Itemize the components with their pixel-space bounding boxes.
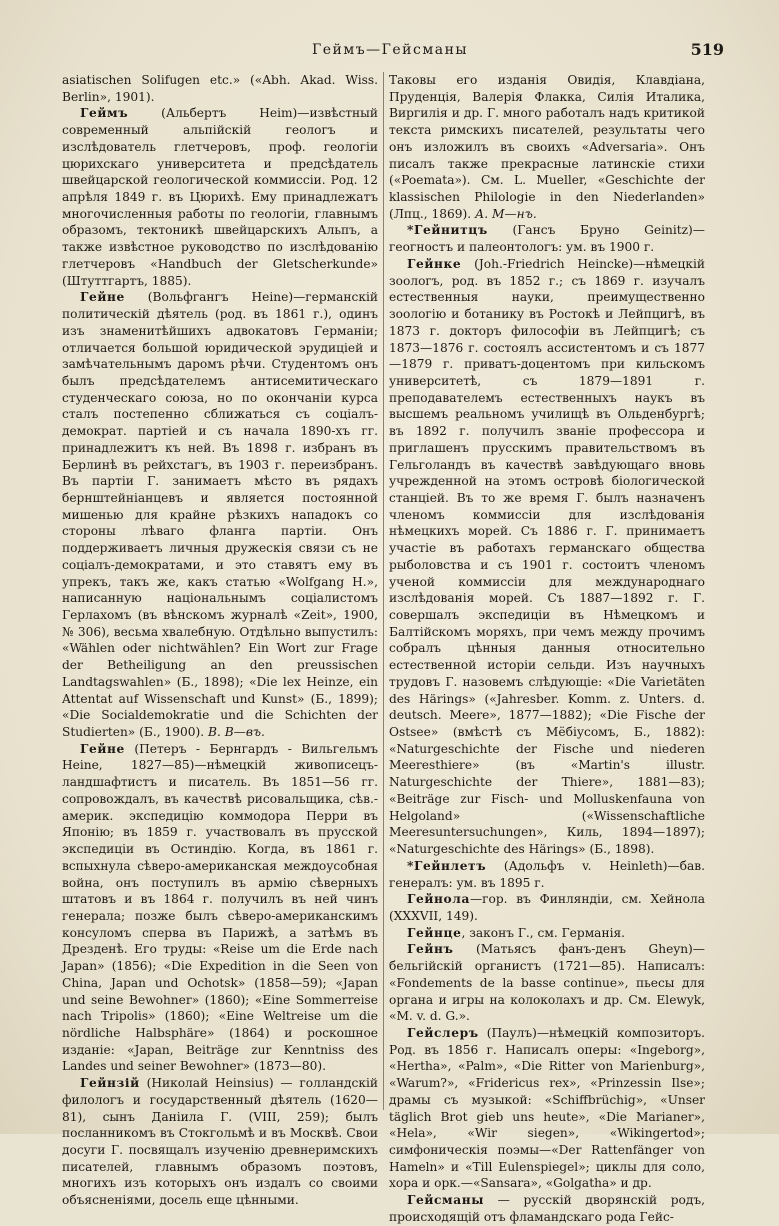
entry-text: , законъ Г., см. Германія. — [461, 925, 626, 940]
right-column — [389, 72, 705, 1224]
dictionary-entry — [62, 741, 378, 1075]
entry-text: —гор. въ Финляндіи, см. Хейнола (XXXVII, 149). — [389, 892, 705, 923]
entry-text: (Вольфгангъ Heine)—германскій политическій дѣятель (род. въ 1861 г.), одинъ изъ знаменитѣйшихъ адвокатовъ Германіи; отличается большой юридической эрудиціей и замѣчательнымъ даромъ рѣчи. Студентомъ онъ былъ предсѣдателемъ антисемитическаго студенческаго союза, но по окончаніи курса сталъ постепенно сближаться съ соціалъ-демократ. партіей и съ начала 1890-хъ гг. принадлежитъ къ ней. Въ 1898 г. избранъ въ Берлинѣ въ рейхстагъ, въ 1903 г. переизбранъ. Въ партіи Г. занимаетъ мѣсто въ рядахъ бернштейніанцевъ и является постоянной мишенью для крайне рѣзкихъ нападокъ со стороны лѣваго фланга партіи. Онъ поддерживаетъ личныя дружескія связи съ не соціалъ-демократами, и это ставятъ ему въ упрекъ, такъ же, какъ статью «Wolfgang H.», написанную національнымъ соціалистомъ Герлахомъ (въ вѣнскомъ журналѣ «Zeit», 1900, № 306), весьма хвалебную. Отдѣльно выпустилъ: «Wählen oder nichtwählen? Ein Wort zur Frage der Betheiligung an den preussischen Landtagswahlen» (Б., 1898); «Die lex Heinze, ein Attentat auf Wissenschaft und Kunst» (Б., 1899); «Die Socialdemokratie und die Schichten der Studierten» (Б., 1900). — [62, 290, 378, 740]
dictionary-entry — [389, 1192, 705, 1225]
author-signature: В. В—въ. — [207, 725, 265, 740]
entry-headword: Геймъ — [80, 106, 129, 121]
dictionary-entry — [389, 925, 705, 942]
entry-text: (Joh.-Friedrich Heincke)—нѣмецкій зоологъ, род. въ 1852 г.; съ 1869 г. изучалъ естественныя науки, преимущественно зоологію и ботанику въ Ростокѣ и Лейпцигѣ, въ 1873 г. докторъ философіи въ Лейпцигѣ; съ 1873—1876 г. состоялъ ассистентомъ и съ 1877—1879 г. приватъ-доцентомъ при кильскомъ университетѣ, съ 1879—1891 г. преподавателемъ естественныхъ наукъ въ высшемъ реальномъ училищѣ въ Ольденбургѣ; въ 1892 г. получилъ званіе профессора и приглашенъ прусскимъ правительствомъ въ Гельголандъ въ качествѣ завѣдующаго вновь учрежденной на этомъ островѣ біологической станціей. Въ то же время Г. былъ назначенъ членомъ коммиссіи для изслѣдованія нѣмецкихъ морей. Съ 1886 г. Г. принимаетъ участіе въ работахъ германскаго общества рыболовства и съ 1901 г. состоитъ членомъ ученой коммиссіи для международнаго изслѣдованія морей. Съ 1887—1892 г. Г. совершалъ экспедиціи въ Нѣмецкомъ и Балтійскомъ моряхъ, при чемъ между прочимъ собралъ цѣнныя данныя относительно естественной исторіи сельди. Изъ научныхъ трудовъ Г. назовемъ слѣдующіе: «Die Varietäten des Härings» («Jahresber. Komm. z. Unters. d. deutsch. Meere», 1877—1882); «Die Fische der Ostsee» (вмѣстѣ съ Мёбіусомъ, Б., 1882): «Naturgeschichte der Fische und niederen Meeresthiere» (въ «Martin's illustr. Naturgeschichte der Thiere», 1881—83); «Beiträge zur Fisch- und Molluskenfauna von Helgoland» («Wissenschaftliche Meeresuntersuchungen», Киль, 1894—1897); «Naturgeschichte des Härings» (Б., 1898). — [389, 256, 705, 857]
entry-text: (Адольфъ v. Heinleth)—бав. генералъ: ум. въ 1895 г. — [389, 858, 705, 890]
dictionary-entry — [389, 222, 705, 255]
dictionary-entry — [389, 858, 705, 891]
dictionary-entry — [389, 256, 705, 858]
entry-text: — русскій дворянскій родъ, происходящій отъ фламандскаго рода Гейс- — [389, 1193, 705, 1224]
entry-headword: Гейнола — [407, 892, 470, 907]
entry-headword: Гейнзій — [80, 1076, 140, 1091]
entry-headword: Гейне — [80, 741, 125, 756]
entry-continuation — [62, 72, 378, 105]
entry-headword: *Гейнитцъ — [407, 223, 488, 238]
entry-headword: Гейсманы — [407, 1193, 485, 1208]
dictionary-entry — [389, 941, 705, 1025]
entry-text: Таковы его изданія Овидія, Клавдіана, Пруденція, Валерія Флакка, Силія Италика, Виргилія и др. Г. много работалъ надъ критикой текста римскихъ писателей, результаты чего онъ изложилъ въ своихъ «Adversaria». Онъ писалъ также прекрасные латинскіе стихи («Poemata»). См. L. Mueller, «Geschichte der klassischen Philologie in den Niederlanden» (Лпц., 1869). — [389, 73, 705, 221]
entry-headword: Гейнъ — [407, 942, 454, 957]
dictionary-entry — [389, 891, 705, 924]
entry-headword: *Гейнлетъ — [407, 858, 487, 873]
entry-headword: Гейнце — [407, 925, 462, 940]
entry-text: (Паулъ)—нѣмецкій композиторъ. Род. въ 1856 г. Написалъ оперы: «Ingeborg», «Hertha», «Palm», «Die Ritter von Marienburg», «Warum?», «Fridericus rex», «Prinzessin Ilse»; драмы съ музыкой: «Schiffbrüchig», «Unser täglich Brot gieb uns heute», «Die Marianer», «Hela», «Wir siegen», «Wikingertod»; симфоническія поэмы—«Der Rattenfänger von Hameln» и «Till Eulenspiegel»; циклы для соло, хора и орк.—«Sansara», «Golgatha» и др. — [389, 1025, 705, 1191]
page-number: 519 — [690, 40, 724, 59]
dictionary-entry — [62, 1075, 378, 1209]
entry-text: (Альбертъ Heim)—извѣстный современный альпійскій геологъ и изслѣдователь глетчеровъ, проф. геологіи цюрихскаго университета и предсѣдатель швейцарской геологической коммиссіи. Род. 12 апрѣля 1849 г. въ Цюрихѣ. Ему принадлежатъ многочисленныя работы по геологіи, главнымъ образомъ, тектоникѣ швейцарскихъ Альпъ, а также извѣстное руководство по изслѣдованію глетчеровъ «Handbuch der Gletscherkunde» (Штуттгартъ, 1885). — [62, 106, 378, 288]
running-head: Геймъ—Гейсманы — [311, 42, 469, 58]
column-divider — [383, 72, 384, 1110]
entry-text: (Петеръ - Бернгардъ - Вильгельмъ Heine, 1827—85)—нѣмецкій живописецъ-ландшафтистъ и писатель. Въ 1851—56 гг. сопровождалъ, въ качествѣ рисовальщика, сѣв.-америк. экспедицію коммодора Перри въ Японію; въ 1859 г. участвовалъ въ прусской экспедиціи въ Остиндію. Когда, въ 1861 г. вспыхнула сѣверо-американская междоусобная война, онъ поступилъ въ армію сѣверныхъ штатовъ и въ 1864 г. получилъ въ ней чинъ генерала; позже былъ сѣверо-американскимъ консуломъ сперва въ Парижѣ, а затѣмъ въ Дрезденѣ. Его труды: «Reise um die Erde nach Japan» (1856); «Die Expedition in die Seen von China, Japan und Ochotsk» (1858—59); «Japan und seine Bewohner» (1860); «Eine Sommerreise nach Tripolis» (1860); «Eine Weltreise um die nördliche Halbsphäre» (1864) и роскошное изданіе: «Japan, Beiträge zur Kenntniss des Landes und seiner Bewohner» (1873—80). — [62, 741, 378, 1074]
author-signature: А. М—нъ. — [475, 206, 537, 221]
dictionary-entry — [389, 1025, 705, 1192]
entry-text: (Николай Heinsius) — голландскій филологъ и государственный дѣятель (1620—81), сынъ Даніила Г. (VIII, 259); былъ посланникомъ въ Стокгольмѣ и въ Москвѣ. Свои досуги Г. посвящалъ изученію древнеримскихъ писателей, главнымъ образомъ поэтовъ, многихъ изъ которыхъ онъ издалъ со своими объясненіями, досель еще цѣнными. — [62, 1076, 378, 1208]
entry-headword: Гейнке — [407, 256, 462, 271]
entry-text: (Гансъ Бруно Geinitz)—геогностъ и палеонтологъ: ум. въ 1900 г. — [389, 223, 705, 255]
entry-text: asiatischen Solifugen etc.» («Abh. Akad. Wiss. Berlin», 1901). — [62, 73, 378, 104]
entry-continuation — [389, 72, 705, 222]
entry-text: (Матьясъ фанъ-денъ Gheyn)—бельгійскій органистъ (1721—85). Написалъ: «Fondements de la basse continue», пьесы для органа и игры на колоколахъ и др. См. Elewyk, «M. v. d. G.». — [389, 942, 705, 1024]
dictionary-entry — [62, 105, 378, 289]
left-column — [62, 72, 378, 1208]
dictionary-entry — [62, 289, 378, 740]
entry-headword: Гейне — [80, 290, 125, 305]
entry-headword: Гейслеръ — [407, 1025, 479, 1040]
page-header — [60, 40, 724, 64]
